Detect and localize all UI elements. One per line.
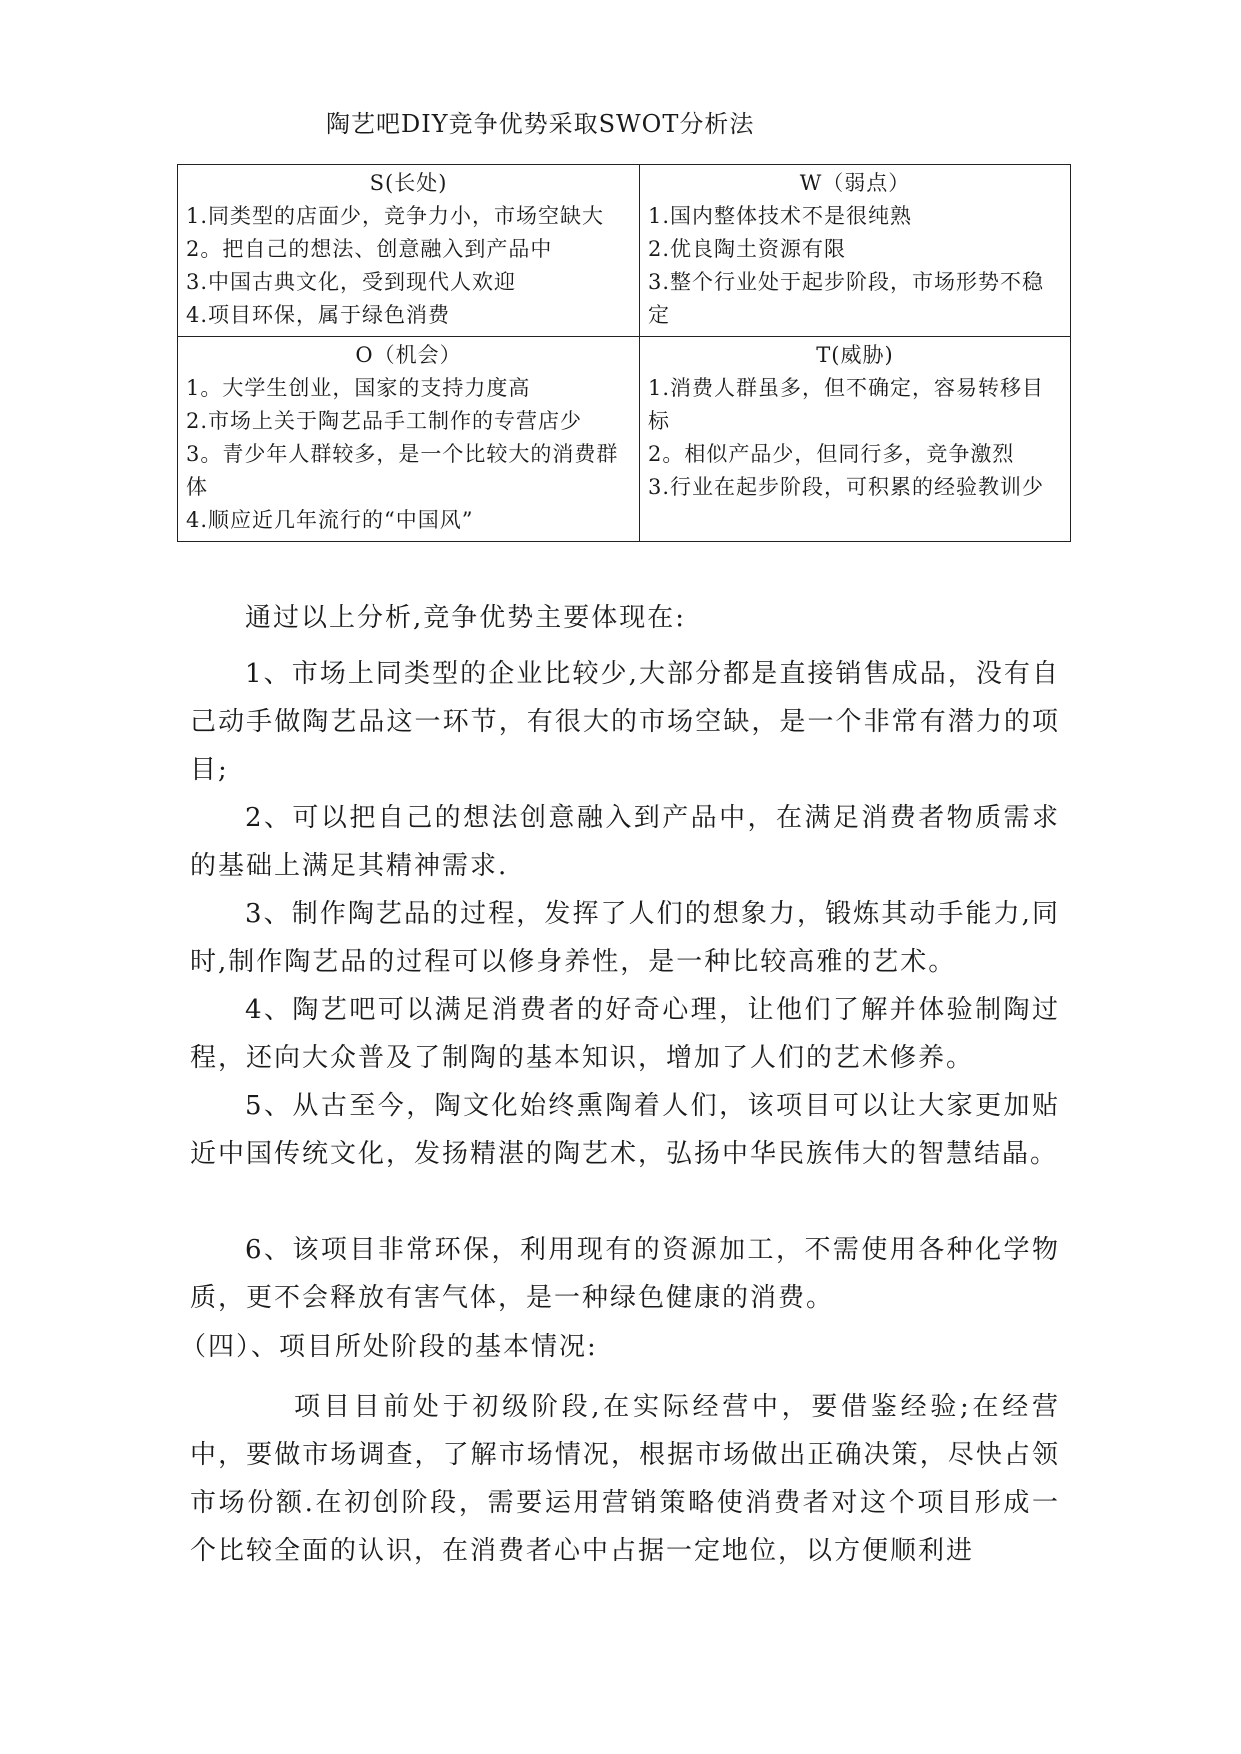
swot-strengths-line: 4.项目环保，属于绿色消费 xyxy=(186,303,451,327)
swot-threats-line: 3.行业在起步阶段，可积累的经验教训少 xyxy=(648,475,1045,499)
advantage-point-1: 1、市场上同类型的企业比较少,大部分都是直接销售成品，没有自己动手做陶艺品这一环节，有很大的市场空缺，是一个非常有潜力的项目; xyxy=(190,659,1060,785)
swot-heading-strengths: S(长处) xyxy=(369,171,448,195)
swot-weaknesses-line: 1.国内整体技术不是很纯熟 xyxy=(648,204,913,228)
swot-heading-weaknesses: W（弱点） xyxy=(799,171,911,195)
swot-threats-line: 1.消费人群虽多，但不确定，容易转移目标 xyxy=(648,376,1045,433)
advantage-point-5: 5、从古至今，陶文化始终熏陶着人们，该项目可以让大家更加贴近中国传统文化，发扬精湛的陶艺术，弘扬中华民族伟大的智慧结晶。 xyxy=(190,1091,1060,1169)
swot-cell-opportunities xyxy=(178,337,640,542)
advantage-point-2: 2、可以把自己的想法创意融入到产品中，在满足消费者物质需求的基础上满足其精神需求. xyxy=(190,803,1060,881)
swot-strengths-line: 3.中国古典文化，受到现代人欢迎 xyxy=(186,270,517,294)
swot-heading-opportunities: O（机会） xyxy=(355,343,462,367)
swot-strengths-line: 2。把自己的想法、创意融入到产品中 xyxy=(186,237,553,261)
swot-strengths-line: 1.同类型的店面少，竞争力小，市场空缺大 xyxy=(186,204,605,228)
advantage-point-3: 3、制作陶艺品的过程，发挥了人们的想象力，锻炼其动手能力,同时,制作陶艺品的过程可以修身养性，是一种比较高雅的艺术。 xyxy=(190,899,1060,977)
swot-opportunities-line: 1。大学生创业，国家的支持力度高 xyxy=(186,376,531,400)
section-heading: （四）、项目所处阶段的基本情况: xyxy=(180,1332,598,1362)
swot-weaknesses-line: 3.整个行业处于起步阶段，市场形势不稳定 xyxy=(648,270,1045,327)
advantage-point-6: 6、该项目非常环保，利用现有的资源加工，不需使用各种化学物质，更不会释放有害气体，是一种绿色健康的消费。 xyxy=(190,1235,1060,1313)
swot-opportunities-line: 4.顺应近几年流行的“中国风” xyxy=(186,508,474,532)
document-title-text: 陶艺吧DIY竞争优势采取SWOT分析法 xyxy=(326,110,755,138)
advantage-point-4: 4、陶艺吧可以满足消费者的好奇心理，让他们了解并体验制陶过程，还向大众普及了制陶的基本知识，增加了人们的艺术修养。 xyxy=(190,995,1060,1073)
swot-threats-line: 2。相似产品少，但同行多，竞争激烈 xyxy=(648,442,1015,466)
swot-opportunities-line: 2.市场上关于陶艺品手工制作的专营店少 xyxy=(186,409,583,433)
swot-heading-threats: T(威胁) xyxy=(816,343,894,367)
swot-weaknesses-line: 2.优良陶土资源有限 xyxy=(648,237,847,261)
swot-cell-weaknesses xyxy=(640,165,1071,337)
section-body: 项目目前处于初级阶段,在实际经营中，要借鉴经验;在经营中，要做市场调查，了解市场情况，根据市场做出正确决策，尽快占领市场份额.在初创阶段，需要运用营销策略使消费者对这个项目形成一个比较全面的认识，在消费者心中占据一定地位，以方便顺利进 xyxy=(190,1392,1060,1566)
analysis-intro: 通过以上分析,竞争优势主要体现在: xyxy=(245,603,687,633)
swot-row-bottom xyxy=(178,337,1071,542)
swot-cell-strengths xyxy=(178,165,640,337)
swot-table xyxy=(177,164,1071,542)
swot-row-top xyxy=(178,165,1071,337)
swot-opportunities-line: 3。青少年人群较多，是一个比较大的消费群体 xyxy=(186,442,619,499)
swot-cell-threats xyxy=(640,337,1071,542)
